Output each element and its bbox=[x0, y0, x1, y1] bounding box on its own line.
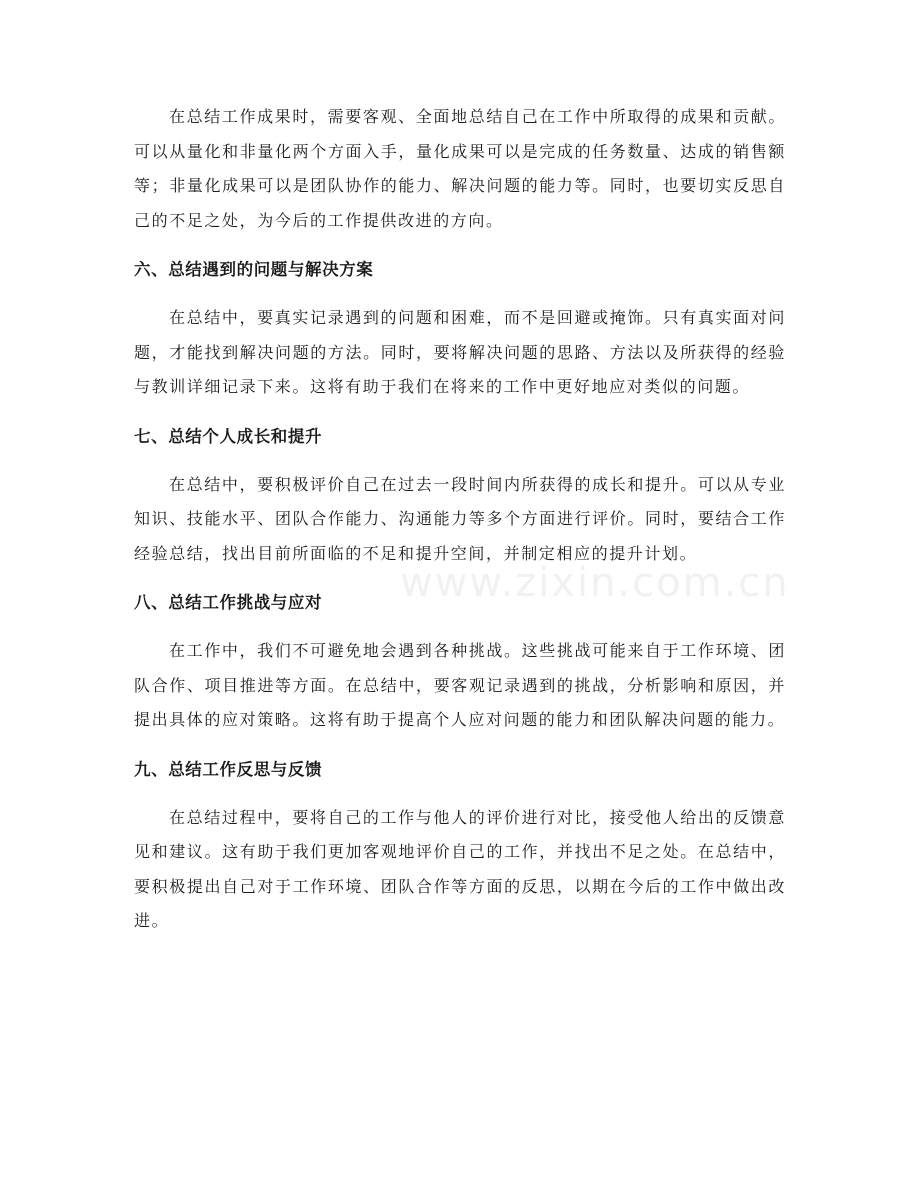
watermark: www.zixin.com.cn bbox=[400, 560, 790, 606]
section-7-heading: 七、总结个人成长和提升 bbox=[134, 426, 323, 446]
section-6-heading: 六、总结遇到的问题与解决方案 bbox=[134, 260, 374, 279]
section-7-paragraph: 在总结中，要积极评价自己在过去一段时间内所获得的成长和提升。可以从专业知识、技能水平、团队合作能力、沟通能力等多个方面进行评价。同时，要结合工作经验总结，找出目前所面临的不足和提升空间，并制定相应的提升计划。 bbox=[134, 474, 786, 563]
intro-paragraph: 在总结工作成果时，需要客观、全面地总结自己在工作中所取得的成果和贡献。可以从量化和非量化两个方面入手，量化成果可以是完成的任务数量、达成的销售额等；非量化成果可以是团队协作的能力、解决问题的能力等。同时，也要切实反思自己的不足之处，为今后的工作提供改进的方向。 bbox=[134, 107, 786, 230]
section-8-heading: 八、总结工作挑战与应对 bbox=[134, 593, 323, 612]
section-6-paragraph: 在总结中，要真实记录遇到的问题和困难，而不是回避或掩饰。只有真实面对问题，才能找到解决问题的方法。同时，要将解决问题的思路、方法以及所获得的经验与教训详细记录下来。这将有助于我们在将来的工作中更好地应对类似的问题。 bbox=[134, 308, 786, 396]
section-8-paragraph: 在工作中，我们不可避免地会遇到各种挑战。这些挑战可能来自于工作环境、团队合作、项目推进等方面。在总结中，要客观记录遇到的挑战，分析影响和原因，并提出具体的应对策略。这将有助于提高个人应对问题的能力和团队解决问题的能力。 bbox=[134, 641, 786, 729]
section-9-heading: 九、总结工作反思与反馈 bbox=[134, 759, 323, 779]
section-9-paragraph: 在总结过程中，要将自己的工作与他人的评价进行对比，接受他人给出的反馈意见和建议。这有助于我们更加客观地评价自己的工作，并找出不足之处。在总结中，要积极提出自己对于工作环境、团队合作等方面的反思，以期在今后的工作中做出改进。 bbox=[134, 807, 786, 930]
